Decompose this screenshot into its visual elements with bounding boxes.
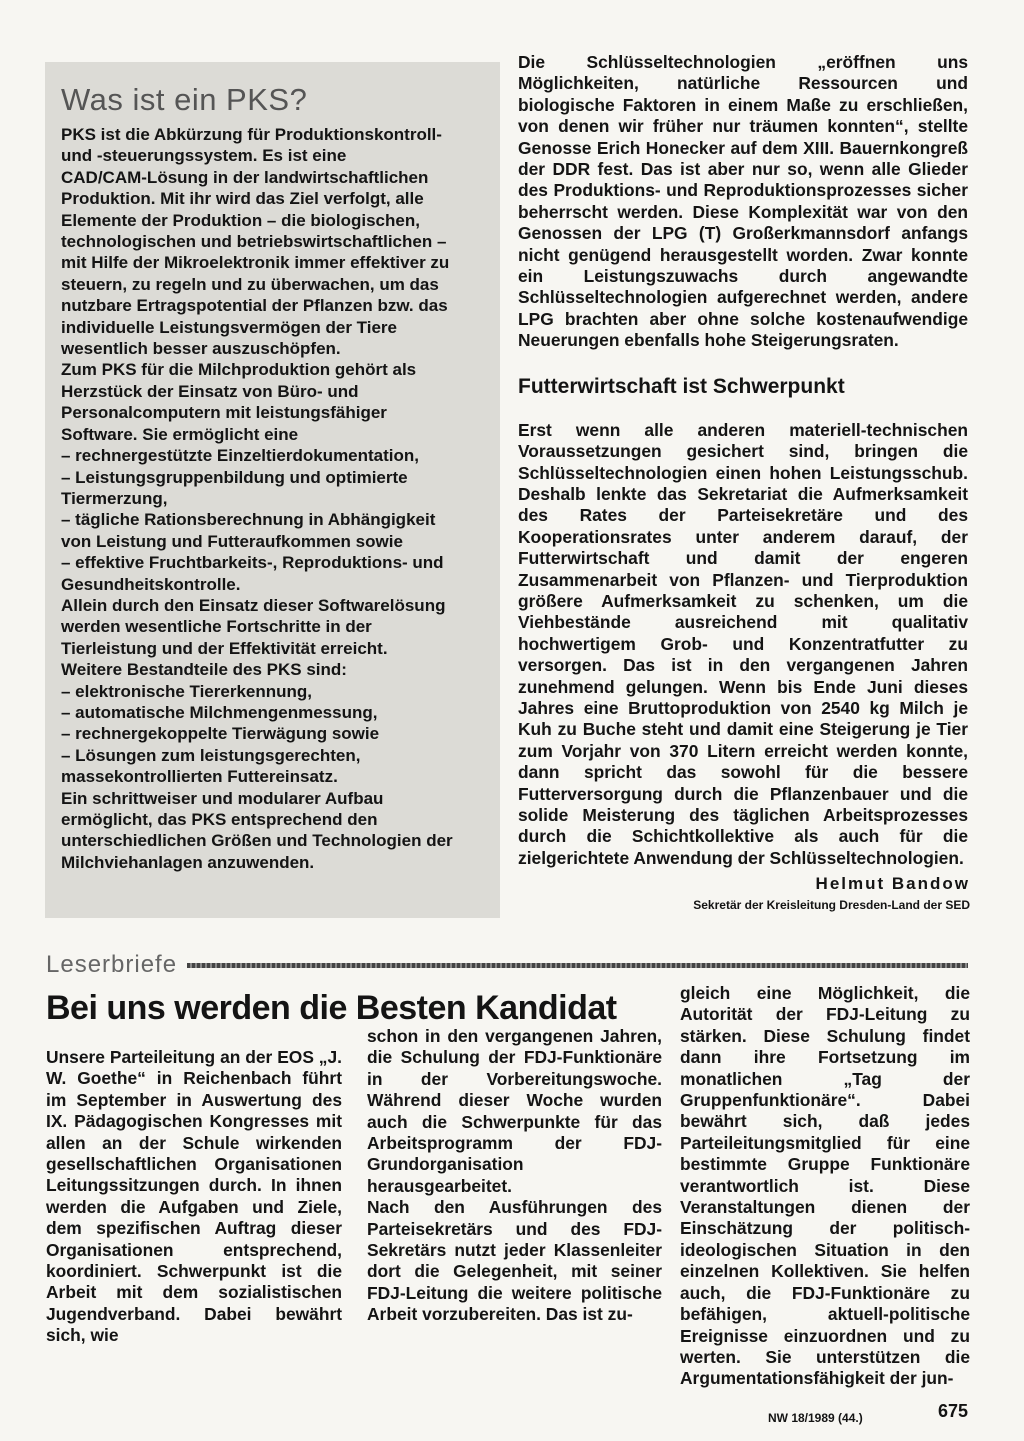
box-line: Milchviehanlagen anzuwenden. [61, 852, 315, 872]
letter-headline: Bei uns werden die Besten Kandidat [46, 989, 617, 1027]
section-label: Leserbriefe [46, 951, 178, 978]
box-line: steuern, zu regeln und zu überwachen, um das [61, 274, 439, 294]
author-name: Helmut Bandow [815, 874, 970, 893]
box-line: massekontrollierten Futtereinsatz. [61, 767, 338, 787]
box-line: technologischen und betriebswirtschaftlichen – [61, 232, 447, 252]
box-line: – elektronische Tiererkennung, [61, 681, 312, 701]
letter-paragraph: Nach den Ausführungen des Parteisekretärs und des FDJ-Sekretärs nutzt jeder Klassenleiter dort die Gelegenheit, mit seiner FDJ-Leitung die weitere politische Arbeit vorzubereiten. Das ist zu- [367, 1197, 662, 1325]
article-subheading: Futterwirtschaft ist Schwerpunkt [518, 374, 845, 398]
box-line: unterschiedlichen Größen und Technologien der [61, 831, 453, 851]
box-line: mit Hilfe der Mikroelektronik immer effektiver zu [61, 253, 450, 273]
box-line: von Leistung und Futteraufkommen sowie [61, 531, 403, 551]
issue-reference: NW 18/1989 (44.) [768, 1411, 863, 1425]
right-article-column [518, 52, 968, 869]
box-line: – rechnergestützte Einzeltierdokumentation, [61, 446, 420, 466]
box-line: nutzbare Ertragspotential der Pflanzen bzw. das [61, 296, 448, 316]
box-line: und -steuerungssystem. Es ist eine [61, 146, 347, 166]
box-line: Herzstück der Einsatz von Büro- und [61, 381, 359, 401]
box-line: Personalcomputern mit leistungsfähiger [61, 403, 387, 423]
box-line: Produktion. Mit ihr wird das Ziel verfolgt, alle [61, 189, 424, 209]
box-line: Gesundheitskontrolle. [61, 574, 241, 594]
box-line: Tierleistung und der Effektivität erreicht. [61, 638, 388, 658]
letter-paragraph: schon in den vergangenen Jahren, die Schulung der FDJ-Funktionäre in der Vorbereitungswoche. Während dieser Woche wurden auch die Schwerpunkte für das Arbeitsprogramm der FDJ-Grundorganisation herausgearbeitet. [367, 1026, 662, 1196]
box-line: Elemente der Produktion – die biologischen, [61, 210, 420, 230]
box-line: – tägliche Rationsberechnung in Abhängigkeit [61, 510, 436, 530]
box-line: – automatische Milchmengenmessung, [61, 702, 378, 722]
letter-column-2 [367, 1026, 662, 1326]
page-number: 675 [938, 1401, 969, 1421]
box-line: – Lösungen zum leistungsgerechten, [61, 745, 361, 765]
box-line: – effektive Fruchtbarkeits-, Reproduktions- und [61, 553, 444, 573]
box-line: Software. Sie ermöglicht eine [61, 424, 299, 444]
letter-column-1 [46, 1047, 342, 1347]
box-line: ermöglicht, das PKS entsprechend den [61, 810, 378, 829]
box-line: Ein schrittweiser und modularer Aufbau [61, 788, 384, 808]
article-paragraph: Die Schlüsseltechnologien „eröffnen uns Möglichkeiten, natürliche Ressourcen und biologische Faktoren in einem Maße zu erschließen, von denen wir früher nur träumen konnten“, stellte Genosse Erich Honecker auf dem XIII. Bauernkongreß der DDR fest. Das ist aber nur so, wenn alle Glieder des Produktions- und Reproduktionsprozesses sicher beherrscht werden. Diese Komplexität war von den Genossen der LPG (T) Großerkmannsdorf anfangs nicht genügend herausgestellt worden. Zwar konnte ein Leistungszuwachs durch angewandte Schlüsseltechnologien aufgerechnet werden, andere LPG brachten aber ohne solche kostenaufwendige Neuerungen ebenfalls hohe Steigerungsraten. [518, 52, 968, 351]
letter-paragraph: Unsere Parteileitung an der EOS „J. W. Goethe“ in Reichenbach führt im September in Auswertung des IX. Pädagogischen Kongresses mit allen an der Schule wirkenden gesellschaftlichen Organisationen Leitungssitzungen durch. In ihnen werden die Aufgaben und Ziele, dem spezifischen Auftrag dieser Organisationen entsprechend, koordiniert. Schwerpunkt ist die Arbeit mit dem sozialistischen Jugendverband. Dabei bewährt sich, wie [46, 1047, 342, 1346]
box-line: Weitere Bestandteile des PKS sind: [61, 660, 347, 680]
box-line: – Leistungsgruppenbildung und optimierte [61, 467, 408, 487]
author-role: Sekretär der Kreisleitung Dresden-Land der SED [693, 898, 970, 912]
box-line: – rechnergekoppelte Tierwägung sowie [61, 724, 380, 744]
box-title: Was ist ein PKS? [61, 82, 308, 117]
box-line: werden wesentliche Fortschritte in der [61, 617, 372, 637]
article-paragraph: Erst wenn alle anderen materiell-technischen Voraussetzungen gesichert sind, bringen die Schlüsseltechnologien einen hohen Leistungsschub. Deshalb lenkte das Sekretariat die Aufmerksamkeit des Rates der Parteisekretäre und des Kooperationsrates unter anderem darauf, der Futterwirtschaft und damit der engeren Zusammenarbeit von Pflanzen- und Tierproduktion größere Aufmerksamkeit zu schenken, um die Viehbestände ausreichend mit qualitativ hochwertigem Grob- und Konzentratfutter zu versorgen. Das ist in den vergangenen Jahren zunehmend gelungen. Wenn bis Ende Juni dieses Jahres eine Bruttoproduktion von 2540 kg Milch je Kuh zu Buche steht und damit eine Steigerung je Tier zum Vorjahr von 370 Litern erreicht werden konnte, dann spricht das sowohl für die bessere Futterversorgung durch die Pflanzenbauer und die solide Meisterung des täglichen Arbeitsprozesses durch die Schichtkollektive als auch für die zielgerichtete Anwendung der Schlüsseltechnologien. [518, 419, 968, 868]
section-header [46, 950, 968, 980]
letter-paragraph: gleich eine Möglichkeit, die Autorität der FDJ-Leitung zu stärken. Diese Schulung findet dann ihre Fortsetzung im monatlichen „Tag der Gruppenfunktionäre“. Dabei bewährt sich, daß jedes Parteileitungsmitglied für eine bestimmte Gruppe Funktionäre verantwortlich ist. Diese Veranstaltungen dienen der Einschätzung der politisch-ideologischen Situation in den einzelnen Kollektiven. Sie helfen auch, die FDJ-Funktionäre zu befähigen, aktuell-politische Ereignisse einzuordnen und zu werten. Sie unterstützen die Argumentationsfähigkeit der jun- [680, 983, 970, 1389]
box-line: CAD/CAM-Lösung in der landwirtschaftlichen [61, 167, 429, 187]
info-box [45, 62, 500, 918]
box-line: PKS ist die Abkürzung für Produktionskontroll- [61, 125, 442, 144]
box-line: Zum PKS für die Milchproduktion gehört als [61, 360, 417, 380]
section-rule [187, 963, 968, 968]
box-body [61, 124, 486, 873]
box-line: wesentlich besser auszuschöpfen. [61, 339, 341, 359]
box-line: Tiermerzung, [61, 488, 168, 508]
box-line: individuelle Leistungsvermögen der Tiere [61, 317, 397, 337]
box-line: Allein durch den Einsatz dieser Softwarelösung [61, 595, 446, 615]
letter-column-3 [680, 983, 970, 1390]
